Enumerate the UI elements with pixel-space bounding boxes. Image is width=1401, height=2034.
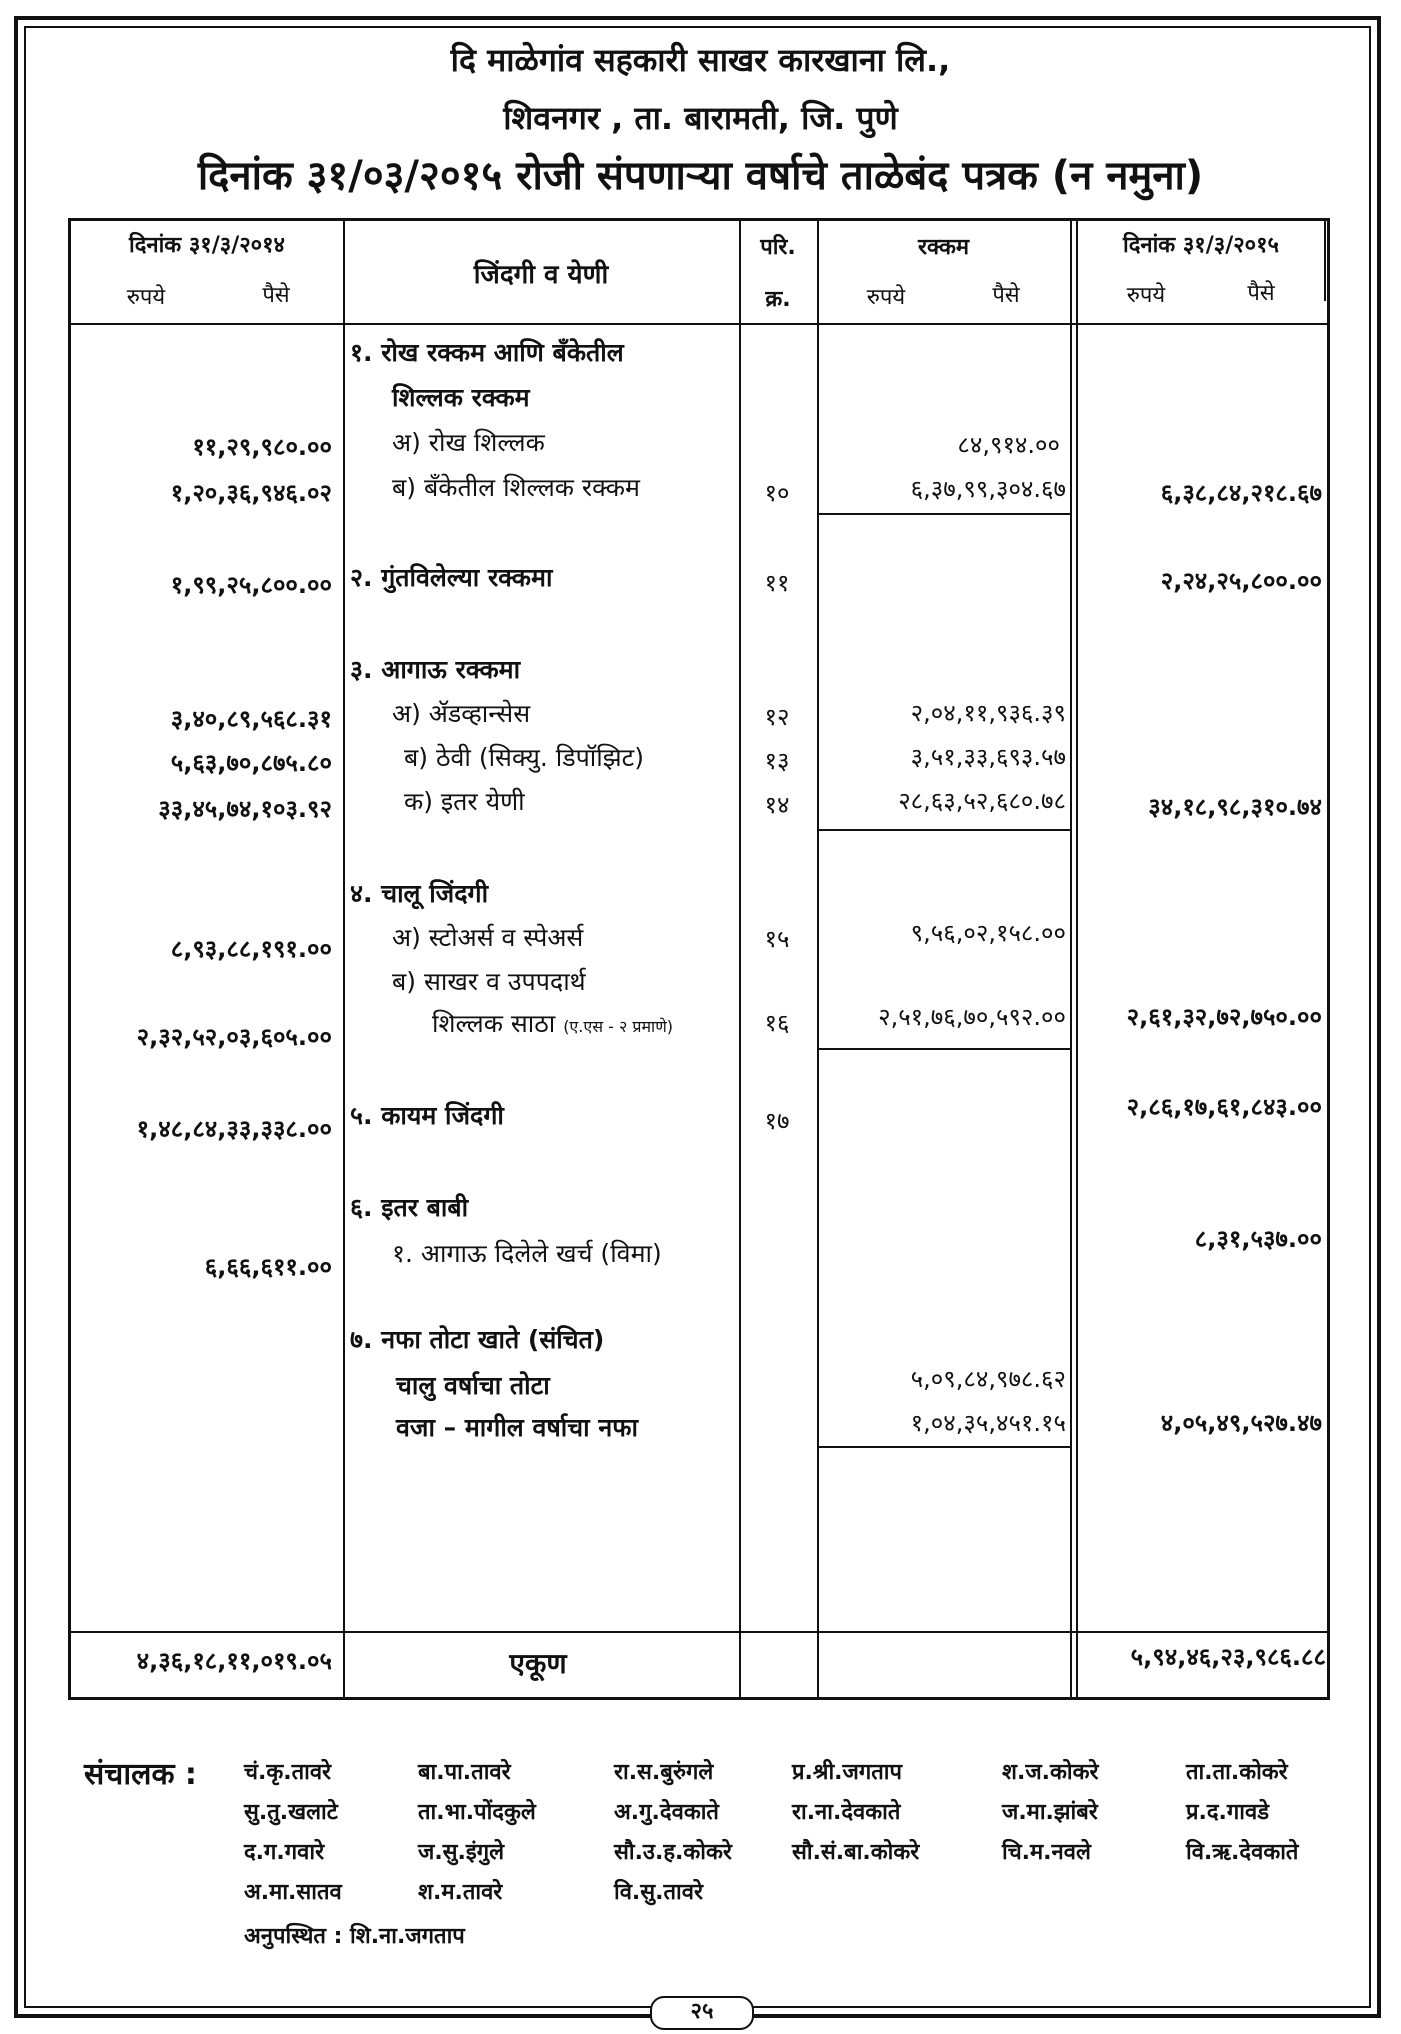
prev-amount: ३३,४५,७४,१०३.९२ [158,795,332,823]
curr-amount: ४,०५,४९,५२७.४७ [1160,1409,1322,1437]
curr-amount: ३४,१८,९८,३१०.७४ [1148,793,1322,821]
amount: ९,५६,०२,१५८.०० [910,919,1066,947]
factory-address: शिवनगर , ता. बारामती, जि. पुणे [503,99,898,137]
amount: ५,०९,८४,९७८.६२ [910,1365,1066,1393]
header-curr-rupees: रुपये [1126,283,1166,308]
curr-amount: २,८६,१७,६१,८४३.०० [1126,1093,1322,1121]
director-name: सौ.उ.ह.कोकरे [614,1840,732,1865]
row-label: ब) साखर व उपपदार्थ [392,967,586,996]
page-number: २५ [650,1996,754,2030]
row-label: शिल्लक रक्कम [392,383,530,412]
header-curr-date: दिनांक ३१/३/२०१५ [1123,233,1279,258]
director-name: सु.तु.खलाटे [244,1800,338,1825]
column-divider [343,221,345,1697]
row-label: ७. नफा तोटा खाते (संचित) [350,1325,605,1354]
header-prev-date: दिनांक ३१/३/२०१४ [129,233,285,258]
prev-amount: २,३२,५२,०३,६०५.०० [136,1023,332,1051]
header-amount: रक्कम [917,235,970,260]
row-label: ४. चालू जिंदगी [350,879,489,908]
prev-amount: १,४८,८४,३३,३३८.०० [136,1115,332,1143]
amount: ८४,९१४.०० [957,431,1060,459]
row-label: अ) स्टोअर्स व स्पेअर्स [392,923,584,952]
header-amount-rupees: रुपये [866,285,906,310]
director-name: ज.मा.झांबरे [1002,1800,1098,1825]
row-label: ब) बँकेतील शिल्लक रक्कम [392,473,640,502]
director-name: श.म.तावरे [418,1880,503,1905]
schedule-no: १५ [764,925,790,953]
page-title: दिनांक ३१/०३/२०१५ रोजी संपणाऱ्या वर्षाचे ताळेबंद पत्रक (न नमुना) [197,153,1204,199]
header-prev-paise: पैसे [262,283,290,308]
prev-amount: ६,६६,६११.०० [204,1253,332,1281]
row-label: क) इतर येणी [404,787,525,816]
amount: १,०४,३५,४५१.१५ [910,1409,1066,1437]
prev-amount: ८,९३,८८,१९१.०० [170,935,332,963]
column-divider [739,221,741,1697]
row-label: १. रोख रक्कम आणि बँकेतील [350,338,624,367]
absent-director: अनुपस्थित : शि.ना.जगताप [244,1924,465,1949]
header-schedule-no: क्र. [765,287,791,312]
schedule-no: १७ [764,1107,790,1135]
total-curr: ५,९४,४६,२३,९८६.८८ [1130,1643,1326,1671]
director-name: श.ज.कोकरे [1002,1760,1099,1785]
column-divider [1070,221,1072,1697]
header-prev-rupees: रुपये [126,285,166,310]
directors-title: संचालक : [84,1757,197,1792]
total-prev: ४,३६,१८,११,०१९.०५ [136,1647,332,1675]
total-divider [71,1631,1327,1633]
row-label: वजा – मागील वर्षाचा नफा [396,1413,638,1442]
schedule-no: ११ [764,569,790,597]
director-name: अ.गु.देवकाते [614,1800,719,1825]
header-divider [71,323,1327,325]
amount: ३,५१,३३,६९३.५७ [910,743,1066,771]
row-label: ३. आगाऊ रक्कमा [350,655,521,684]
row-label: अ) ॲडव्हान्सेस [392,699,531,728]
row-label: ५. कायम जिंदगी [350,1101,504,1130]
director-name: ता.ता.कोकरे [1186,1760,1288,1785]
amount: ६,३७,९९,३०४.६७ [910,475,1066,503]
director-name: वि.सु.तावरे [614,1880,703,1905]
column-divider [817,221,819,1697]
row-label: २. गुंतविलेल्या रक्कमा [350,563,553,592]
factory-name: दि माळेगांव सहकारी साखर कारखाना लि., [450,41,951,79]
subtotal-line [819,829,1071,831]
prev-amount: ५,६३,७०,८७५.८० [170,749,332,777]
director-name: सौ.सं.बा.कोकरे [792,1840,920,1865]
header-curr-paise: पैसे [1247,281,1275,306]
curr-amount: ६,३८,८४,२१८.६७ [1160,479,1322,507]
schedule-no: १४ [764,791,790,819]
director-name: ज.सु.इंगुले [418,1840,505,1865]
director-name: रा.स.बुरुंगले [614,1760,714,1785]
row-label: १. आगाऊ दिलेले खर्च (विमा) [392,1239,662,1268]
prev-amount: १,२०,३६,९४६.०२ [170,479,332,507]
header-amount-paise: पैसे [992,283,1020,308]
schedule-no: १६ [764,1009,790,1037]
row-label: ६. इतर बाबी [350,1193,469,1222]
director-name: रा.ना.देवकाते [792,1800,901,1825]
director-name: ता.भा.पोंदकुले [418,1800,536,1825]
column-divider [1076,221,1078,1697]
prev-amount: ३,४०,८९,५६८.३१ [170,705,332,733]
total-label: एकूण [509,1647,567,1680]
schedule-no: १३ [764,747,790,775]
director-name: चं.कृ.तावरे [244,1760,332,1785]
schedule-no: १० [764,479,790,507]
director-name: वि.ऋ.देवकाते [1186,1840,1299,1865]
curr-amount: २,२४,२५,८००.०० [1160,567,1322,595]
row-label: अ) रोख शिल्लक [392,428,545,457]
amount: २,०४,११,९३६.३९ [910,699,1066,727]
director-name: चि.म.नवले [1002,1840,1091,1865]
director-name: प्र.द.गावडे [1186,1800,1270,1825]
row-label: ब) ठेवी (सिक्यु. डिपॉझिट) [404,743,644,772]
row-label [432,1006,673,1040]
schedule-no: १२ [764,703,790,731]
curr-amount: ८,३१,५३७.०० [1194,1225,1322,1253]
amount: २८,६३,५२,६८०.७८ [898,787,1066,815]
director-name: बा.पा.तावरे [418,1760,511,1785]
row-label: चालु वर्षाचा तोटा [396,1371,550,1400]
prev-amount: ११,२९,९८०.०० [192,433,332,461]
prev-amount: १,९९,२५,८००.०० [170,571,332,599]
header-schedule: परि. [760,235,796,260]
curr-amount: २,६१,३२,७२,७५०.०० [1126,1003,1322,1031]
header-assets: जिंदगी व येणी [473,260,609,290]
subtotal-line [819,1446,1071,1448]
director-name: अ.मा.सातव [244,1880,342,1905]
director-name: प्र.श्री.जगताप [792,1760,902,1785]
stock-label: शिल्लक साठा [432,1009,556,1038]
subtotal-line [819,513,1071,515]
amount: २,५१,७६,७०,५९२.०० [878,1003,1066,1031]
director-name: द.ग.गवारे [244,1840,325,1865]
stock-note: (ए.एस - २ प्रमाणे) [563,1017,674,1036]
subtotal-line [819,1048,1071,1050]
